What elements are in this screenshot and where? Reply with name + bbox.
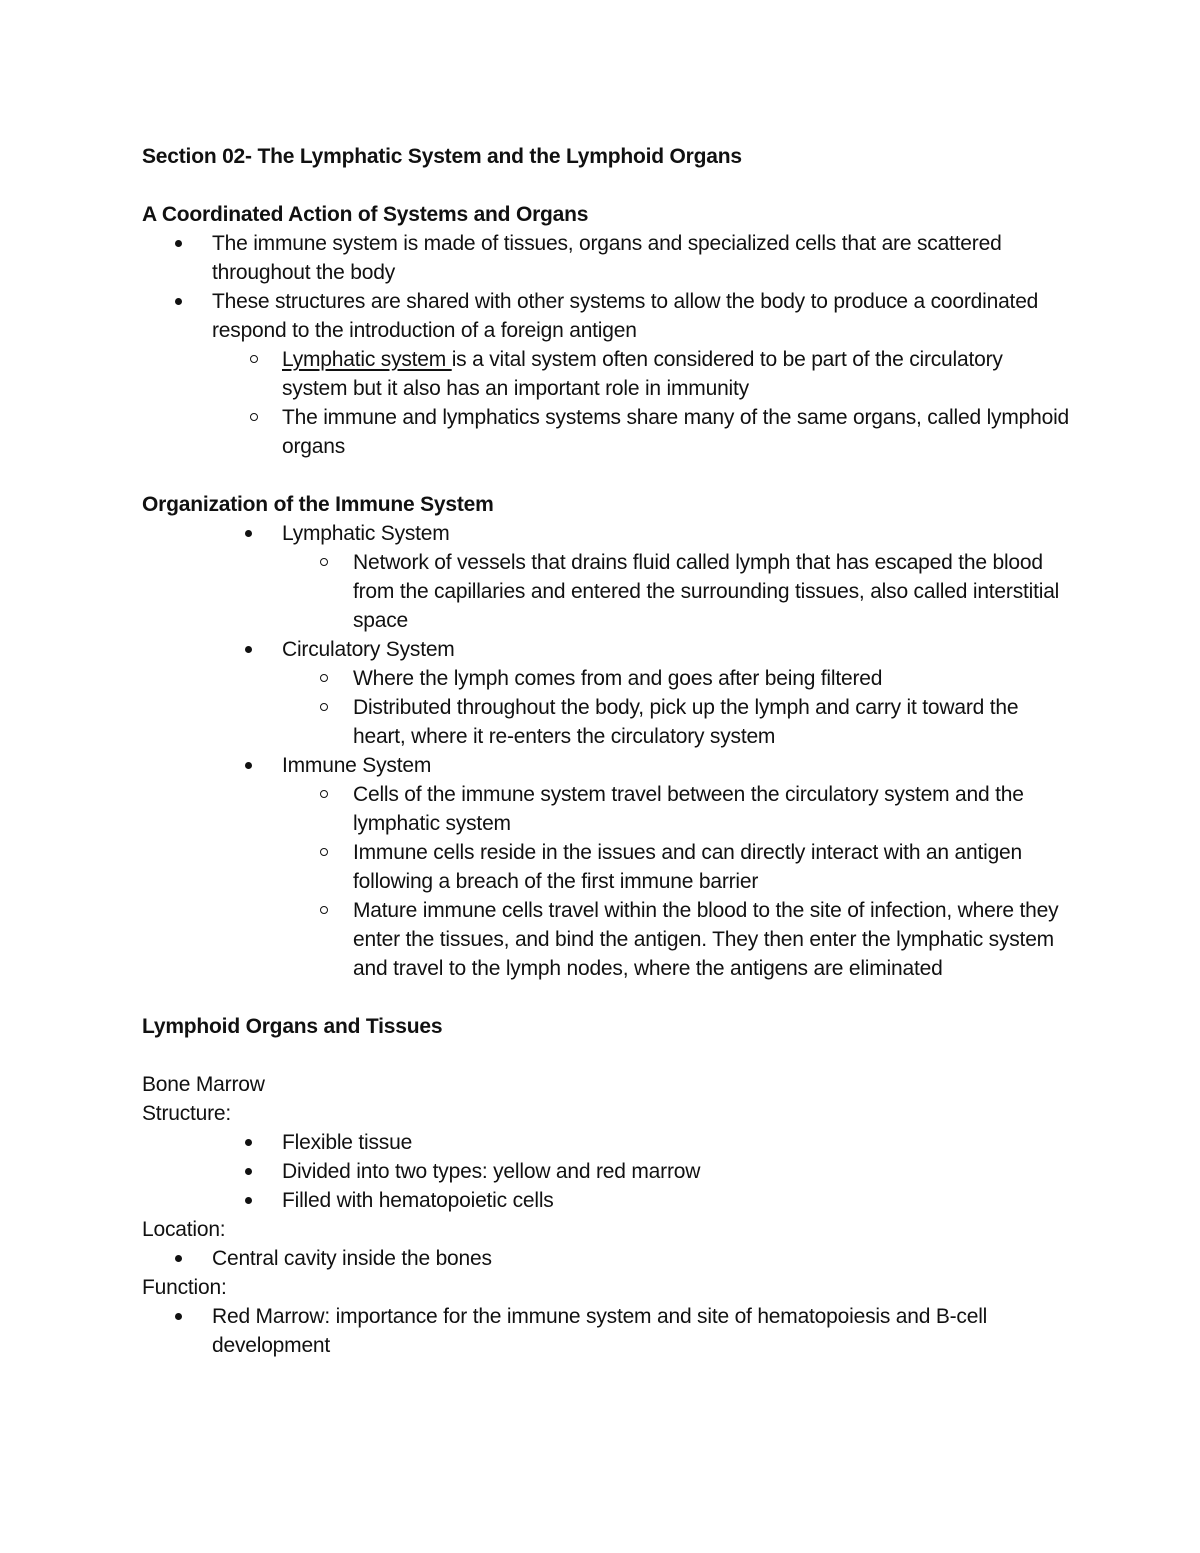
section-heading-coordinated-action: A Coordinated Action of Systems and Organs [142,203,589,226]
document-page [142,142,1072,1360]
list-item [142,548,1072,635]
list-item-text: Flexible tissue [282,1131,413,1154]
spacer [142,1041,1072,1070]
bullet-icon [245,762,252,769]
bullet-icon [175,240,182,247]
list-item [142,664,1072,693]
circle-bullet-icon [250,355,258,363]
circle-bullet-icon [320,906,328,914]
list-item [142,780,1072,838]
list-item [142,287,1072,345]
list-item-text: Circulatory System [282,638,455,661]
circle-bullet-icon [320,790,328,798]
list-item [142,1302,1072,1360]
list-item [142,1244,1072,1273]
structure-label: Structure: [142,1102,232,1125]
list-item [142,751,1072,780]
list-item [142,345,1072,403]
bullet-icon [245,530,252,537]
bullet-icon [175,298,182,305]
list-item-text: Central cavity inside the bones [212,1247,492,1270]
circle-bullet-icon [320,558,328,566]
circle-bullet-icon [320,848,328,856]
list-item-text: The immune and lymphatics systems share many of the same organs, called lymphoid organs [282,406,1070,458]
document-title: Section 02- The Lymphatic System and the Lymphoid Organs [142,145,742,168]
spacer [142,983,1072,1012]
list-item-text: Divided into two types: yellow and red marrow [282,1160,701,1183]
circle-bullet-icon [320,674,328,682]
bullet-icon [175,1313,182,1320]
list-item [142,693,1072,751]
list-item [142,635,1072,664]
list-item [142,1128,1072,1157]
list-item-text: Immune System [282,754,432,777]
bullet-icon [245,1139,252,1146]
circle-bullet-icon [320,703,328,711]
bullet-icon [245,646,252,653]
list-item-text: Filled with hematopoietic cells [282,1189,554,1212]
list-item-text-rest: is a vital system often considered to be part of the circulatory system but it also has an important role in immunity [282,348,1003,400]
list-item-text: Where the lymph comes from and goes after being filtered [353,667,883,690]
spacer [142,461,1072,490]
list-item-text: Immune cells reside in the issues and can directly interact with an antigen following a breach of the first immune barrier [353,841,1023,893]
function-label: Function: [142,1276,227,1299]
organ-name: Bone Marrow [142,1073,265,1096]
list-item-text [282,345,1072,403]
list-item [142,519,1072,548]
list-item-text: These structures are shared with other systems to allow the body to produce a coordinated respond to the introduction of a foreign antigen [212,290,1039,342]
list-item [142,1186,1072,1215]
list-item [142,838,1072,896]
section-heading-lymphoid-organs: Lymphoid Organs and Tissues [142,1015,443,1038]
list-item-text: The immune system is made of tissues, organs and specialized cells that are scattered throughout the body [212,232,1002,284]
circle-bullet-icon [250,413,258,421]
list-item-text: Cells of the immune system travel between the circulatory system and the lymphatic system [353,783,1024,835]
list-item [142,403,1072,461]
list-item-text: Network of vessels that drains fluid called lymph that has escaped the blood from the capillaries and entered the surrounding tissues, also called interstitial space [353,551,1060,632]
list-item-text: Mature immune cells travel within the blood to the site of infection, where they enter the tissues, and bind the antigen. They then enter the lymphatic system and travel to the lymph nodes, where the antigens are eliminated [353,899,1059,980]
bullet-icon [245,1168,252,1175]
spacer [142,171,1072,200]
list-item-text: Lymphatic System [282,522,450,545]
list-item-text: Red Marrow: importance for the immune system and site of hematopoiesis and B-cell development [212,1305,988,1357]
list-item-text: Distributed throughout the body, pick up the lymph and carry it toward the heart, where it re-enters the circulatory system [353,696,1019,748]
list-item [142,1157,1072,1186]
list-item [142,229,1072,287]
bullet-icon [175,1255,182,1262]
location-label: Location: [142,1218,226,1241]
section-heading-organization: Organization of the Immune System [142,493,494,516]
underlined-term: Lymphatic system [282,348,452,371]
bullet-icon [245,1197,252,1204]
list-item [142,896,1072,983]
